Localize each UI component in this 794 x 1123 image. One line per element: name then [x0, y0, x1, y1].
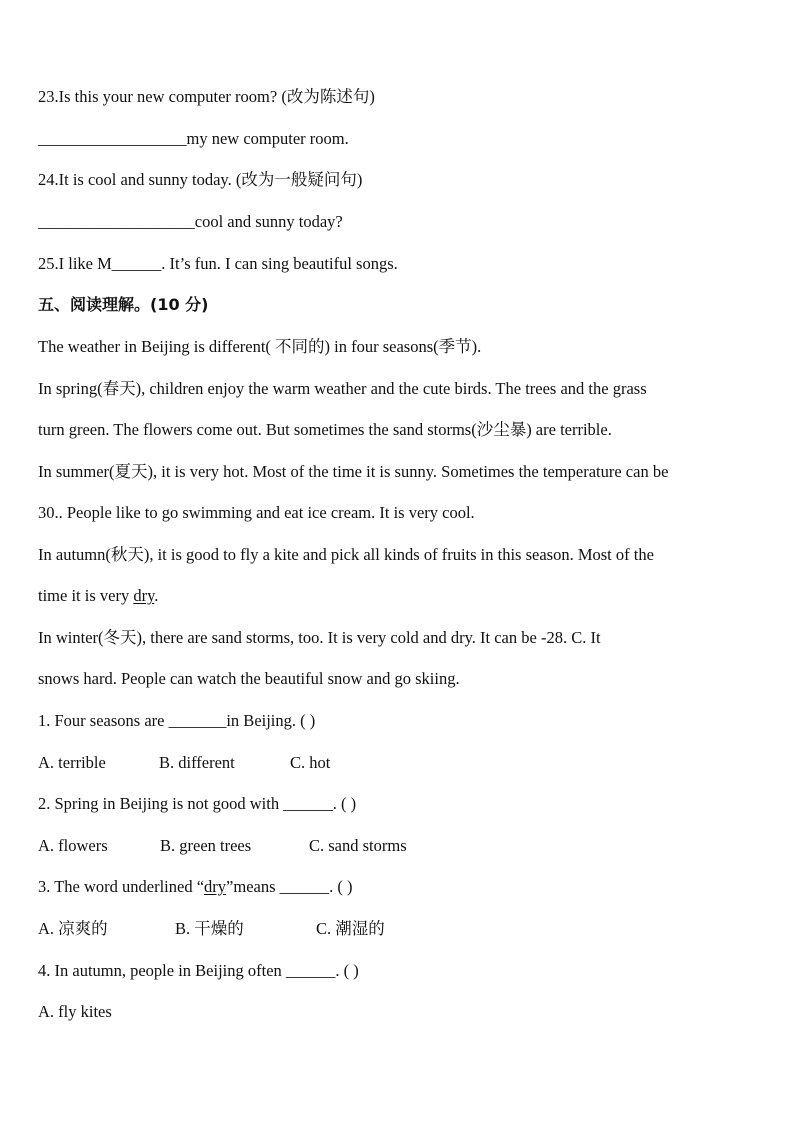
passage-line-6: In autumn(秋天), it is good to fly a kite and pick all kinds of fruits in this season. Most of the	[38, 545, 654, 564]
passage-line-4: In summer(夏天), it is very hot. Most of the time it is sunny. Sometimes the temperature can be	[38, 462, 669, 481]
q4-option-a: A. fly kites	[38, 1002, 112, 1021]
q23-blank: __________________	[38, 129, 187, 148]
question-3-stem	[38, 876, 353, 898]
q1-option-a: A. terrible	[38, 753, 106, 772]
q3-stem-post: ”means ______. ( )	[226, 877, 353, 896]
q25-prompt: 25.I like M______. It’s fun. I can sing beautiful songs.	[38, 254, 398, 273]
question-1-stem: 1. Four seasons are _______in Beijing. ( )	[38, 711, 316, 730]
q3-option-b: B. 干燥的	[175, 919, 244, 938]
q1-option-b: B. different	[159, 753, 235, 772]
q2-option-a: A. flowers	[38, 836, 108, 855]
question-2-options	[38, 835, 407, 857]
passage-line-5: 30.. People like to go swimming and eat ice cream. It is very cool.	[38, 503, 475, 522]
q23-answer-line	[38, 128, 349, 150]
q24-tail: cool and sunny today?	[194, 212, 343, 231]
passage-line-8: In winter(冬天), there are sand storms, too. It is very cold and dry. It can be -28. C. It	[38, 628, 601, 647]
section5-heading: 五、阅读理解。(10 分)	[38, 295, 209, 314]
q3-option-c: C. 潮湿的	[316, 919, 385, 938]
passage-line-2: In spring(春天), children enjoy the warm weather and the cute birds. The trees and the grass	[38, 379, 647, 398]
q2-option-c: C. sand storms	[309, 836, 407, 855]
q1-option-c: C. hot	[290, 753, 331, 772]
passage-line-7	[38, 585, 158, 607]
q3-underlined-word: dry	[204, 877, 227, 896]
q24-blank: ___________________	[38, 212, 195, 231]
question-1-options	[38, 752, 330, 774]
question-2-stem: 2. Spring in Beijing is not good with ______. ( )	[38, 794, 357, 813]
underlined-word-dry: dry	[133, 586, 155, 605]
passage-line-1: The weather in Beijing is different( 不同的) in four seasons(季节).	[38, 337, 482, 356]
passage-line-7-post: .	[154, 586, 159, 605]
question-3-options	[38, 918, 385, 940]
q23-tail: my new computer room.	[186, 129, 349, 148]
passage-line-7-pre: time it is very	[38, 586, 134, 605]
q3-stem-pre: 3. The word underlined “	[38, 877, 205, 896]
passage-line-3: turn green. The flowers come out. But sometimes the sand storms(沙尘暴) are terrible.	[38, 420, 612, 439]
q24-prompt: 24.It is cool and sunny today. (改为一般疑问句)	[38, 170, 363, 189]
q2-option-b: B. green trees	[160, 836, 252, 855]
passage-line-9: snows hard. People can watch the beautiful snow and go skiing.	[38, 669, 460, 688]
q23-prompt: 23.Is this your new computer room? (改为陈述句)	[38, 87, 375, 106]
q24-answer-line	[38, 211, 343, 233]
question-4-stem: 4. In autumn, people in Beijing often ______. ( )	[38, 961, 359, 980]
q3-option-a: A. 凉爽的	[38, 919, 108, 938]
